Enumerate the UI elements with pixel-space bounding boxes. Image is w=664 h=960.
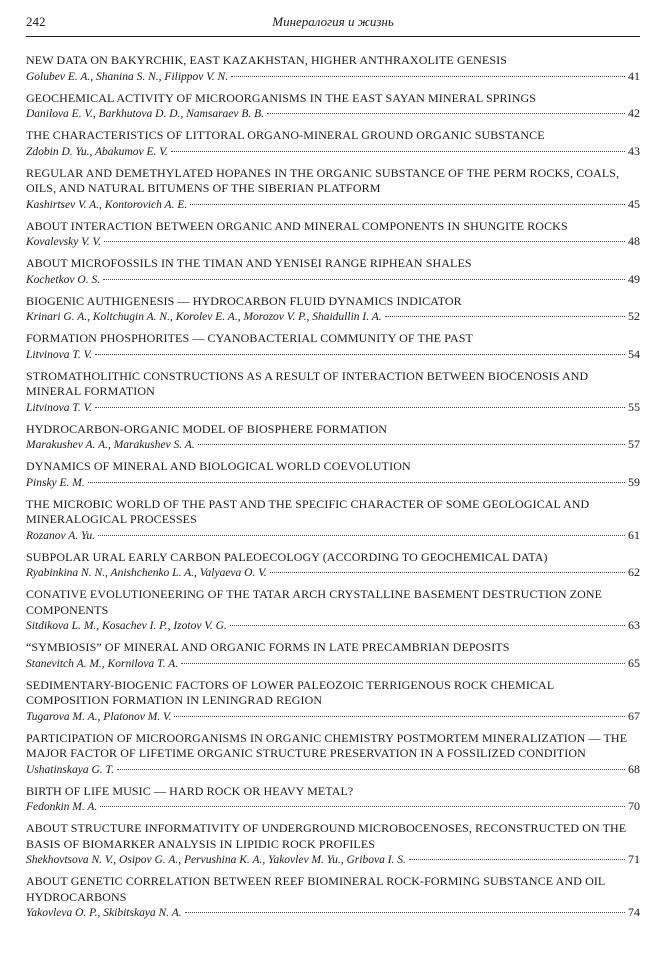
toc-entry — [26, 166, 640, 213]
entry-title: ABOUT INTERACTION BETWEEN ORGANIC AND MINERAL COMPONENTS IN SHUNGITE ROCKS — [26, 218, 568, 233]
dot-leader — [181, 663, 625, 664]
entry-page-number: 55 — [628, 399, 640, 414]
entry-page-number: 63 — [628, 618, 640, 632]
entry-authors: Sitdikova L. M., Kosachev I. P., Izotov V. G. — [26, 620, 227, 632]
entry-authors: Stanevitch A. M., Kornilova T. A. — [26, 657, 179, 670]
entry-title: PARTICIPATION OF MICROORGANISMS IN ORGANIC CHEMISTRY POSTMORTEM MINERALIZATION — THE MAJOR FACTOR OF LIFETIME ORGANIC STRUCTURE PRESERVATION IN A FOSSILIZED CONDITION — [26, 730, 628, 760]
entry-author-line — [26, 656, 640, 672]
dot-leader — [190, 204, 625, 205]
toc-entry — [26, 550, 640, 582]
entry-authors: Zdobin D. Yu., Abakumov E. V. — [26, 145, 168, 158]
entry-page-number: 65 — [628, 655, 640, 670]
entry-title: GEOCHEMICAL ACTIVITY OF MICROORGANISMS IN THE EAST SAYAN MINERAL SPRINGS — [26, 90, 537, 105]
toc-entry — [26, 821, 640, 868]
entry-author-line — [26, 762, 640, 778]
entry-page-number: 41 — [628, 68, 640, 83]
entry-author-line — [26, 400, 640, 416]
entry-authors: Fedonkin M. A. — [26, 801, 98, 813]
entry-page-number: 54 — [628, 346, 640, 361]
dot-leader — [231, 76, 625, 77]
entry-author-line — [26, 905, 640, 921]
entry-title: STROMATHOLITHIC CONSTRUCTIONS AS A RESULT OF INTERACTION BETWEEN BIOCENOSIS AND MINERAL FORMATION — [26, 368, 589, 398]
entry-author-line — [26, 528, 640, 544]
entry-page-number: 43 — [628, 143, 640, 158]
entry-page-number: 71 — [628, 852, 640, 866]
toc-entry — [26, 294, 640, 326]
entry-title: REGULAR AND DEMETHYLATED HOPANES IN THE ORGANIC SUBSTANCE OF THE PERM ROCKS, COALS, OILS, AND NATURAL BITUMENS OF THE SIBERIAN PLATFORM — [26, 165, 620, 195]
entry-authors: Ushatinskaya G. T. — [26, 763, 114, 776]
page-number: 242 — [26, 14, 46, 29]
toc-entry — [26, 91, 640, 123]
dot-leader — [270, 572, 625, 573]
entry-page-number: 48 — [628, 234, 640, 248]
entry-authors: Krinari G. A., Koltchugin A. N., Korolev E. A., Morozov V. P., Shaidullin I. A. — [26, 311, 382, 323]
entry-authors: Shekhovtsova N. V., Osipov G. A., Pervushina K. A., Yakovlev M. Yu., Gribova I. S. — [26, 854, 406, 866]
toc-entry — [26, 459, 640, 491]
entry-author-line — [26, 144, 640, 160]
entry-author-line — [26, 197, 640, 213]
entry-authors: Marakushev A. A., Marakushev S. A. — [26, 439, 195, 451]
table-of-contents — [26, 53, 640, 921]
entry-author-line — [26, 618, 640, 634]
entry-title: THE MICROBIC WORLD OF THE PAST AND THE SPECIFIC CHARACTER OF SOME GEOLOGICAL AND MINERALOGICAL PROCESSES — [26, 496, 590, 526]
entry-author-line — [26, 347, 640, 363]
entry-title: CONATIVE EVOLUTIONEERING OF THE TATAR ARCH CRYSTALLINE BASEMENT DESTRUCTION ZONE COMPONENTS — [26, 587, 603, 617]
dot-leader — [174, 716, 625, 717]
entry-page-number: 67 — [628, 708, 640, 723]
entry-author-line — [26, 799, 640, 815]
page-header — [26, 0, 640, 37]
dot-leader — [117, 769, 625, 770]
entry-page-number: 52 — [628, 309, 640, 323]
entry-title: “SYMBIOSIS” OF MINERAL AND ORGANIC FORMS IN LATE PRECAMBRIAN DEPOSITS — [26, 640, 510, 654]
toc-entry — [26, 497, 640, 544]
entry-authors: Yakovleva O. P., Skibitskaya N. A. — [26, 907, 182, 919]
dot-leader — [409, 859, 625, 860]
toc-entry — [26, 128, 640, 160]
entry-page-number: 74 — [628, 905, 640, 919]
toc-entry — [26, 587, 640, 634]
entry-author-line — [26, 69, 640, 85]
dot-leader — [95, 407, 625, 408]
dot-leader — [185, 912, 625, 913]
entry-authors: Kovalevsky V. V. — [26, 236, 101, 248]
entry-title: DYNAMICS OF MINERAL AND BIOLOGICAL WORLD COEVOLUTION — [26, 459, 411, 473]
dot-leader — [104, 241, 625, 242]
entry-title: BIOGENIC AUTHIGENESIS — HYDROCARBON FLUID DYNAMICS INDICATOR — [26, 293, 462, 308]
toc-entry — [26, 731, 640, 778]
entry-author-line — [26, 709, 640, 725]
entry-page-number: 42 — [628, 106, 640, 120]
entry-page-number: 57 — [628, 437, 640, 451]
entry-authors: Pinsky E. M. — [26, 476, 85, 489]
entry-page-number: 49 — [628, 271, 640, 286]
entry-title: ABOUT MICROFOSSILS IN THE TIMAN AND YENISEI RANGE RIPHEAN SHALES — [26, 256, 472, 270]
dot-leader — [95, 354, 625, 355]
entry-authors: Litvinova T. V. — [26, 348, 93, 361]
dot-leader — [100, 806, 625, 807]
entry-authors: Kochetkov O. S. — [26, 273, 101, 286]
toc-entry — [26, 640, 640, 672]
entry-page-number: 70 — [628, 799, 640, 813]
entry-authors: Tugarova M. A., Platonov M. V. — [26, 710, 172, 723]
entry-page-number: 59 — [628, 474, 640, 489]
entry-page-number: 45 — [628, 196, 640, 211]
toc-entry — [26, 678, 640, 725]
running-title: Минералогия и жизнь — [272, 14, 394, 29]
dot-leader — [103, 279, 625, 280]
entry-authors: Kashirtsev V. A., Kontorovich A. E. — [26, 198, 188, 211]
toc-entry — [26, 784, 640, 816]
entry-author-line — [26, 475, 640, 491]
entry-title: FORMATION PHOSPHORITES — CYANOBACTERIAL COMMUNITY OF THE PAST — [26, 331, 473, 345]
toc-entry — [26, 53, 640, 85]
toc-entry — [26, 331, 640, 363]
dot-leader — [385, 316, 625, 317]
document-page — [26, 0, 640, 927]
entry-authors: Rozanov A. Yu. — [26, 529, 96, 542]
entry-author-line — [26, 852, 640, 868]
entry-title: ABOUT GENETIC CORRELATION BETWEEN REEF BIOMINERAL ROCK-FORMING SUBSTANCE AND OIL HYDROCARBONS — [26, 874, 605, 904]
entry-title: ABOUT STRUCTURE INFORMATIVITY OF UNDERGROUND MICROBOCENOSES, RECONSTRUCTED ON THE BASIS OF BIOMARKER ANALYSIS IN LIPIDIC ROCK PROFILES — [26, 821, 627, 851]
entry-authors: Danilova E. V., Barkhutova D. D., Namsaraev B. B. — [26, 108, 265, 120]
entry-title: BIRTH OF LIFE MUSIC — HARD ROCK OR HEAVY METAL? — [26, 783, 354, 798]
dot-leader — [230, 625, 625, 626]
entry-author-line — [26, 272, 640, 288]
entry-author-line — [26, 106, 640, 122]
toc-entry — [26, 369, 640, 416]
entry-title: SEDIMENTARY-BIOGENIC FACTORS OF LOWER PALEOZOIC TERRIGENOUS ROCK CHEMICAL COMPOSITION FORMATION IN LENINGRAD REGION — [26, 677, 554, 707]
entry-author-line — [26, 437, 640, 453]
entry-title: NEW DATA ON BAKYRCHIK, EAST KAZAKHSTAN, HIGHER ANTHRAXOLITE GENESIS — [26, 53, 507, 67]
entry-page-number: 62 — [628, 565, 640, 579]
entry-title: THE CHARACTERISTICS OF LITTORAL ORGANO-MINERAL GROUND ORGANIC SUBSTANCE — [26, 128, 545, 142]
entry-page-number: 61 — [628, 527, 640, 542]
dot-leader — [267, 113, 625, 114]
dot-leader — [171, 151, 625, 152]
entry-title: HYDROCARBON-ORGANIC MODEL OF BIOSPHERE FORMATION — [26, 421, 388, 436]
toc-entry — [26, 422, 640, 454]
entry-title: SUBPOLAR URAL EARLY CARBON PALEOECOLOGY (ACCORDING TO GEOCHEMICAL DATA) — [26, 549, 548, 564]
entry-author-line — [26, 309, 640, 325]
dot-leader — [98, 535, 625, 536]
dot-leader — [88, 482, 625, 483]
toc-entry — [26, 256, 640, 288]
entry-author-line — [26, 234, 640, 250]
entry-authors: Golubev E. A., Shanina S. N., Filippov V. N. — [26, 70, 229, 83]
entry-authors: Ryabinkina N. N., Anishchenko L. A., Valyaeva O. V. — [26, 567, 267, 579]
dot-leader — [198, 444, 625, 445]
entry-page-number: 68 — [628, 761, 640, 776]
entry-authors: Litvinova T. V. — [26, 401, 93, 414]
entry-author-line — [26, 565, 640, 581]
toc-entry — [26, 874, 640, 921]
toc-entry — [26, 219, 640, 251]
